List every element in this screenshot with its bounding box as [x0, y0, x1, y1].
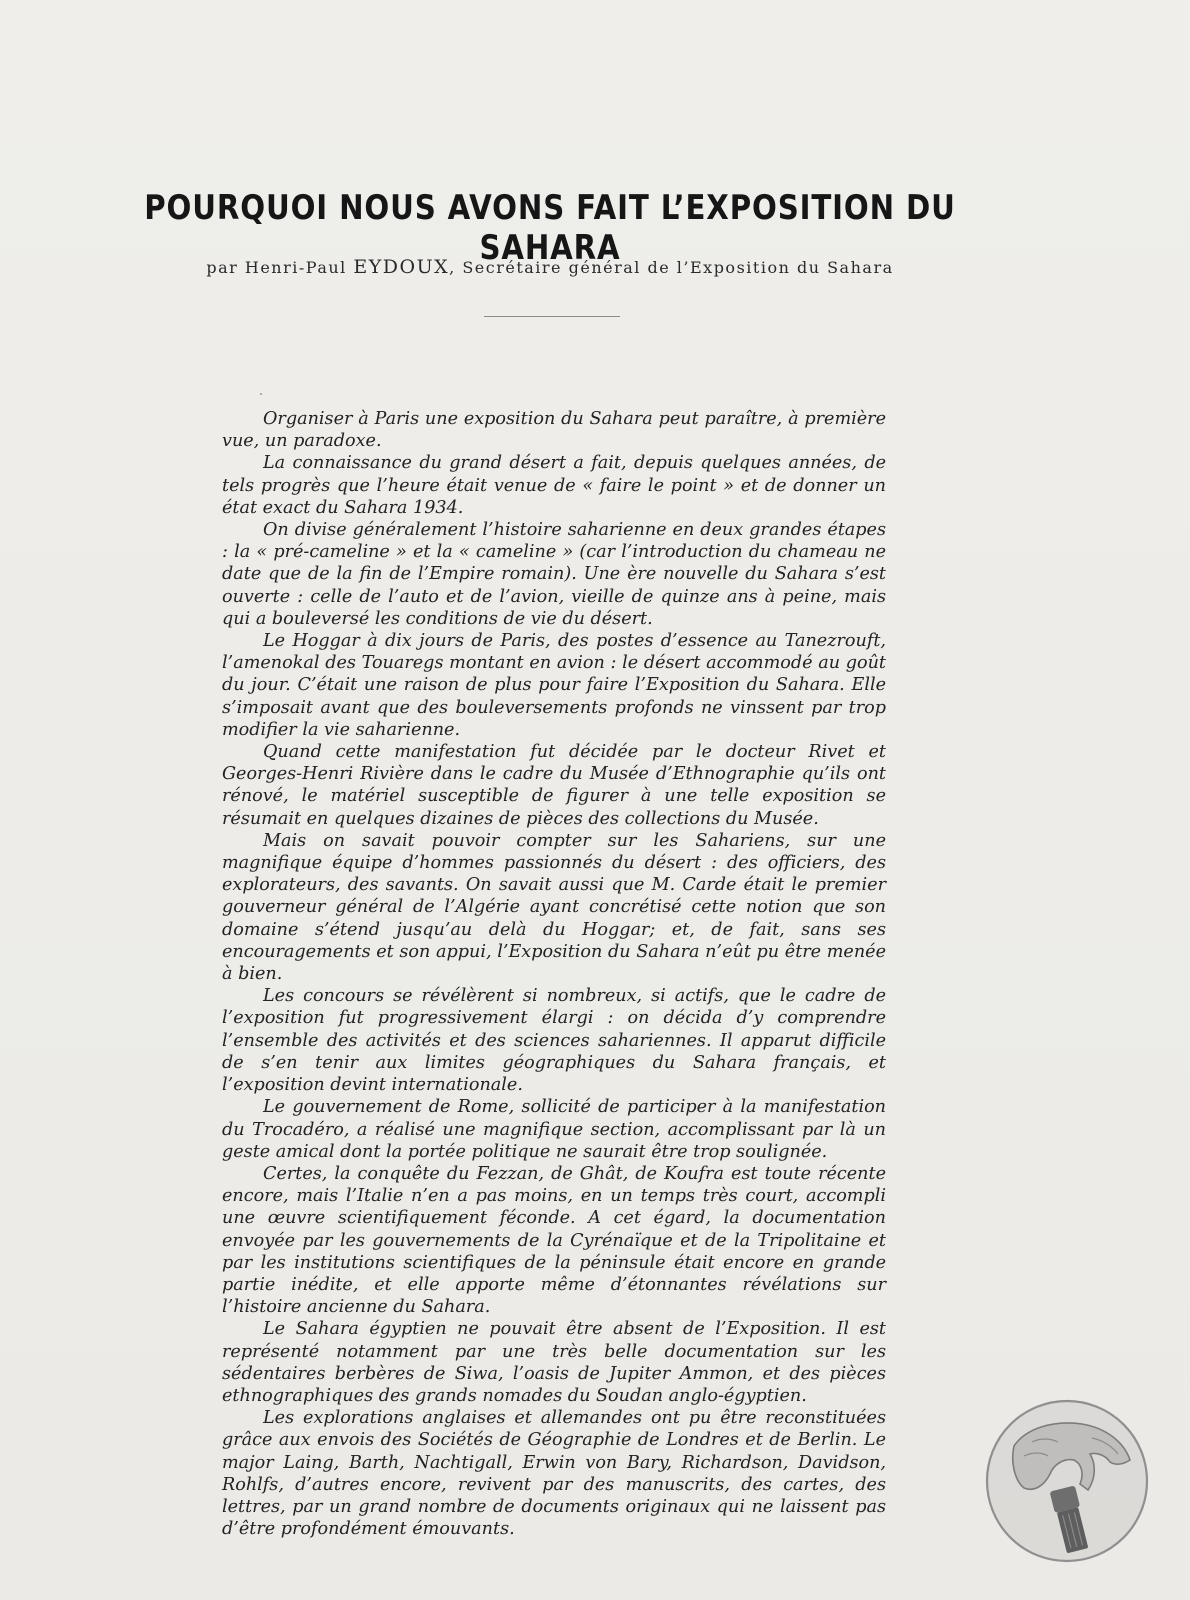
- paragraph-4: Le Hoggar à dix jours de Paris, des postes d’essence au Tanezrouft, l’amenokal des Touaregs montant en avion : le désert accommodé au goût du jour. C’était une raison de plus pour faire l’Exposition du Sahara. Elle s’imposait avant que des bouleversements profonds ne vinssent par trop modifier la vie saharienne.: [222, 631, 886, 740]
- paragraph-8: Le gouvernement de Rome, sollicité de participer à la manifestation du Trocadéro, a réalisé une magnifique section, accomplissant par là un geste amical dont la portée politique ne saurait être trop soulignée.: [222, 1097, 886, 1162]
- paragraph-1: Organiser à Paris une exposition du Sahara peut paraître, à première vue, un paradoxe.: [222, 409, 886, 452]
- byline-author-name: EYDOUX: [353, 256, 450, 278]
- byline-prefix: par Henri-Paul: [206, 258, 354, 277]
- paragraph-7: Les concours se révélèrent si nombreux, si actifs, que le cadre de l’exposition fut progressivement élargi : on décida d’y comprendre l’ensemble des activités et des sciences sahariennes. Il apparut difficile de s’en tenir aux limites géographiques du Sahara français, et l’exposition devint internationale.: [222, 986, 886, 1096]
- paragraph-5: Quand cette manifestation fut décidée par le docteur Rivet et Georges-Henri Rivière dans le cadre du Musée d’Ethnographie qu’ils ont rénové, le matériel susceptible de figurer à une telle exposition se résumait en quelques dizaines de pièces des collections du Musée.: [222, 742, 886, 829]
- article-body: [222, 408, 886, 1540]
- ink-speck: [260, 393, 262, 395]
- paragraph-11: Les explorations anglaises et allemandes ont pu être reconstituées grâce aux envois des Sociétés de Géographie de Londres et de Berlin. Le major Laing, Barth, Nachtigall, Erwin von Bary, Richardson, Davidson, Rohlfs, d’autres encore, revivent par des manuscrits, des cartes, des lettres, par un grand nombre de documents originaux qui ne laissent pas d’être profondément émouvants.: [222, 1408, 886, 1540]
- paragraph-2: La connaissance du grand désert a fait, depuis quelques années, de tels progrès que l’heure était venue de « faire le point » et de donner un état exact du Sahara 1934.: [222, 453, 886, 518]
- paragraph-3: On divise généralement l’histoire saharienne en deux grandes étapes : la « pré-cameline » et la « cameline » (car l’introduction du chameau ne date que de la fin de l’Empire romain). Une ère nouvelle du Sahara s’est ouverte : celle de l’auto et de l’avion, vieille de quinze ans à peine, mais qui a bouleversé les conditions de vie du désert.: [222, 520, 886, 629]
- paragraph-9: Certes, la conquête du Fezzan, de Ghât, de Koufra est toute récente encore, mais l’Italie n’en a pas moins, en un temps très court, accompli une œuvre scientifiquement féconde. A cet égard, la documentation envoyée par les gouvernements de la Cyrénaïque et de la Tripolitaine et par les institutions scientifiques de la péninsule était encore en grande partie inédite, et elle apporte même d’étonnantes révélations sur l’histoire ancienne du Sahara.: [222, 1163, 886, 1318]
- title-separator-rule: [484, 316, 620, 317]
- article-title: POURQUOI NOUS AVONS FAIT L’EXPOSITION DU SAHARA: [144, 188, 956, 268]
- author-byline: [0, 256, 1100, 278]
- paragraph-10: Le Sahara égyptien ne pouvait être absent de l’Exposition. Il est représenté notamment par une très belle documentation sur les sédentaires berbères de Siwa, l’oasis de Jupiter Ammon, et des pièces ethnographiques des grands nomades du Soudan anglo-égyptien.: [222, 1319, 886, 1406]
- hand-holding-pen-seal-icon: [984, 1398, 1150, 1564]
- paragraph-6: Mais on savait pouvoir compter sur les Sahariens, sur une magnifique équipe d’hommes passionnés du désert : des officiers, des explorateurs, des savants. On savait aussi que M. Carde était le premier gouverneur général de l’Algérie ayant concrétisé cette notion que son domaine s’étend jusqu’au delà du Hoggar; et, de fait, sans ses encouragements et son appui, l’Exposition du Sahara n’eût pu être menée à bien.: [222, 830, 886, 985]
- byline-suffix: , Secrétaire général de l’Exposition du Sahara: [449, 258, 894, 277]
